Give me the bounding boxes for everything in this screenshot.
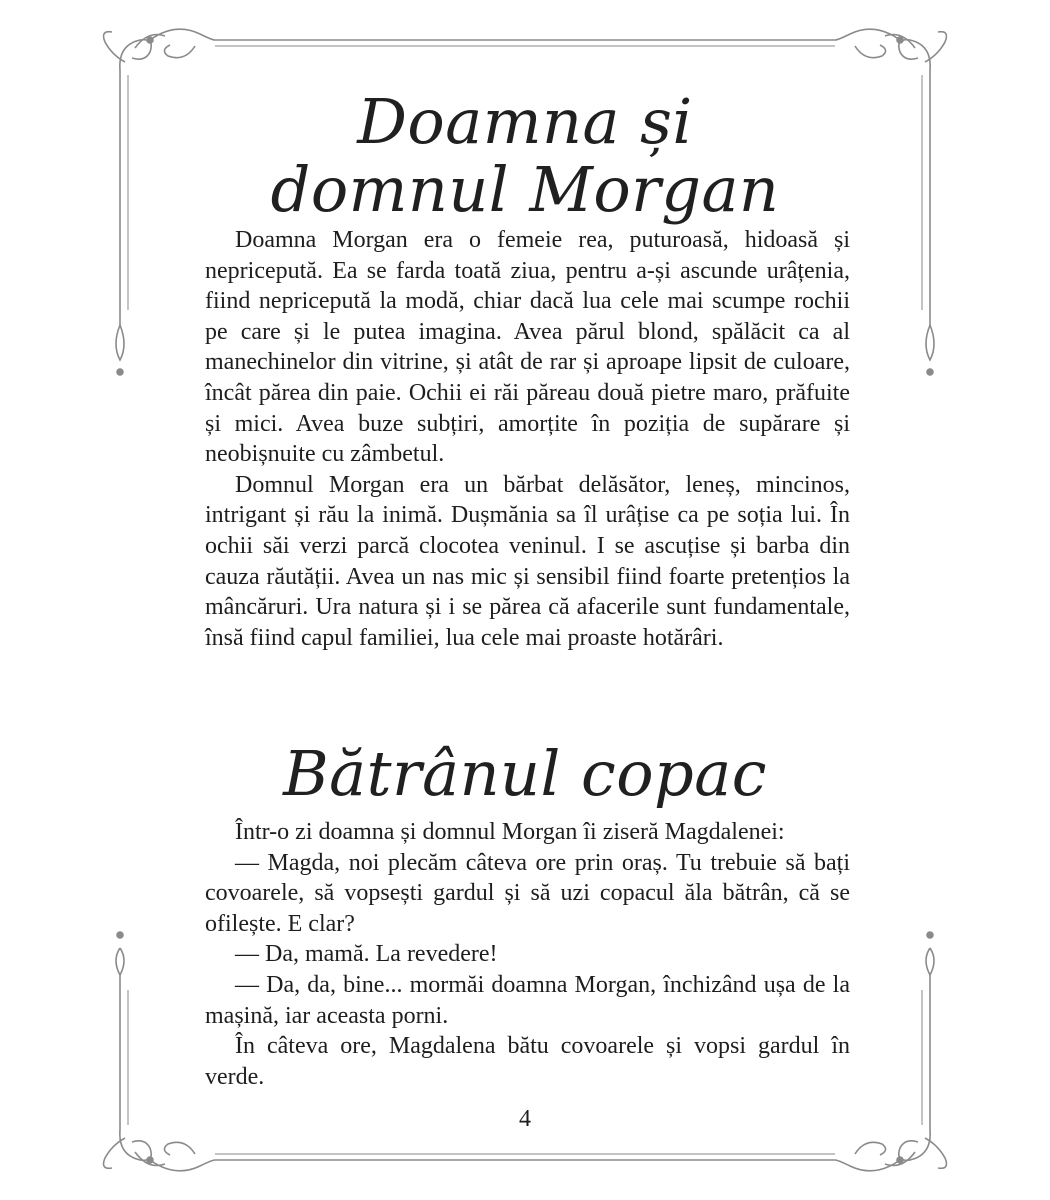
paragraph: — Da, da, bine... mormăi doamna Morgan, închizând ușa de la mașină, iar aceasta porni.	[205, 971, 850, 1029]
chapter1-body	[205, 225, 850, 653]
paragraph: În câteva ore, Magdalena bătu covoarele și vopsi gardul în verde.	[205, 1033, 850, 1090]
paragraph: — Magda, noi plecăm câteva ore prin oraș. Tu trebuie să bați covoarele, să vopsești gardul și să uzi copacul ăla bătrân, că se ofilește. E clar?	[205, 849, 850, 937]
chapter-title-line1: Doamna și	[357, 85, 693, 158]
page-number: 4	[519, 1106, 531, 1132]
paragraph: Într-o zi doamna și domnul Morgan îi ziseră Magdalenei:	[235, 819, 785, 845]
bottom-left-corner-ornament	[104, 1130, 165, 1168]
top-left-corner-ornament	[104, 32, 165, 70]
paragraph: — Da, mamă. La revedere!	[235, 941, 498, 968]
top-border-ornament	[147, 29, 903, 57]
paragraph: Doamna Morgan era o femeie rea, puturoasă, hidoasă și nepricepută. Ea se farda toată ziua, pentru a-și ascunde urâțenia, fiind nepricepută la modă, chiar dacă lua cele mai scumpe rochii pe care și le putea imagina. Avea părul blond, spălăcit ca al manechinelor din vitrine, și atât de rar și aproape lipsit de culoare, încât părea din paie. Ochii ei răi păreau două pietre maro, prăfuite și mici. Avea buze subțiri, amorțite în poziția de supărare și neobișnuite cu zâmbetul.	[205, 227, 850, 468]
left-border-lower	[116, 932, 128, 1130]
chapter2-body	[205, 817, 850, 1092]
chapter2-title: Bătrânul copac	[283, 737, 767, 810]
right-border-lower	[922, 932, 934, 1130]
bottom-right-corner-ornament	[885, 1130, 946, 1168]
bottom-border-ornament	[147, 1142, 903, 1170]
top-right-corner-ornament	[885, 32, 946, 70]
chapter-title-line2: domnul Morgan	[270, 153, 780, 226]
paragraph: Domnul Morgan era un bărbat delăsător, leneș, mincinos, intrigant și rău la inimă. Dușmănia sa îl urâțise ca pe soția lui. În ochii săi verzi parcă clocotea veninul. I se ascuțise și barba din cauza răutății. Avea un nas mic și sensibil fiind foarte pretențios la mâncăruri. Ura natura și i se părea că afacerile sunt fundamentale, însă fiind capul familiei, lua cele mai proaste hotărâri.	[205, 471, 850, 651]
